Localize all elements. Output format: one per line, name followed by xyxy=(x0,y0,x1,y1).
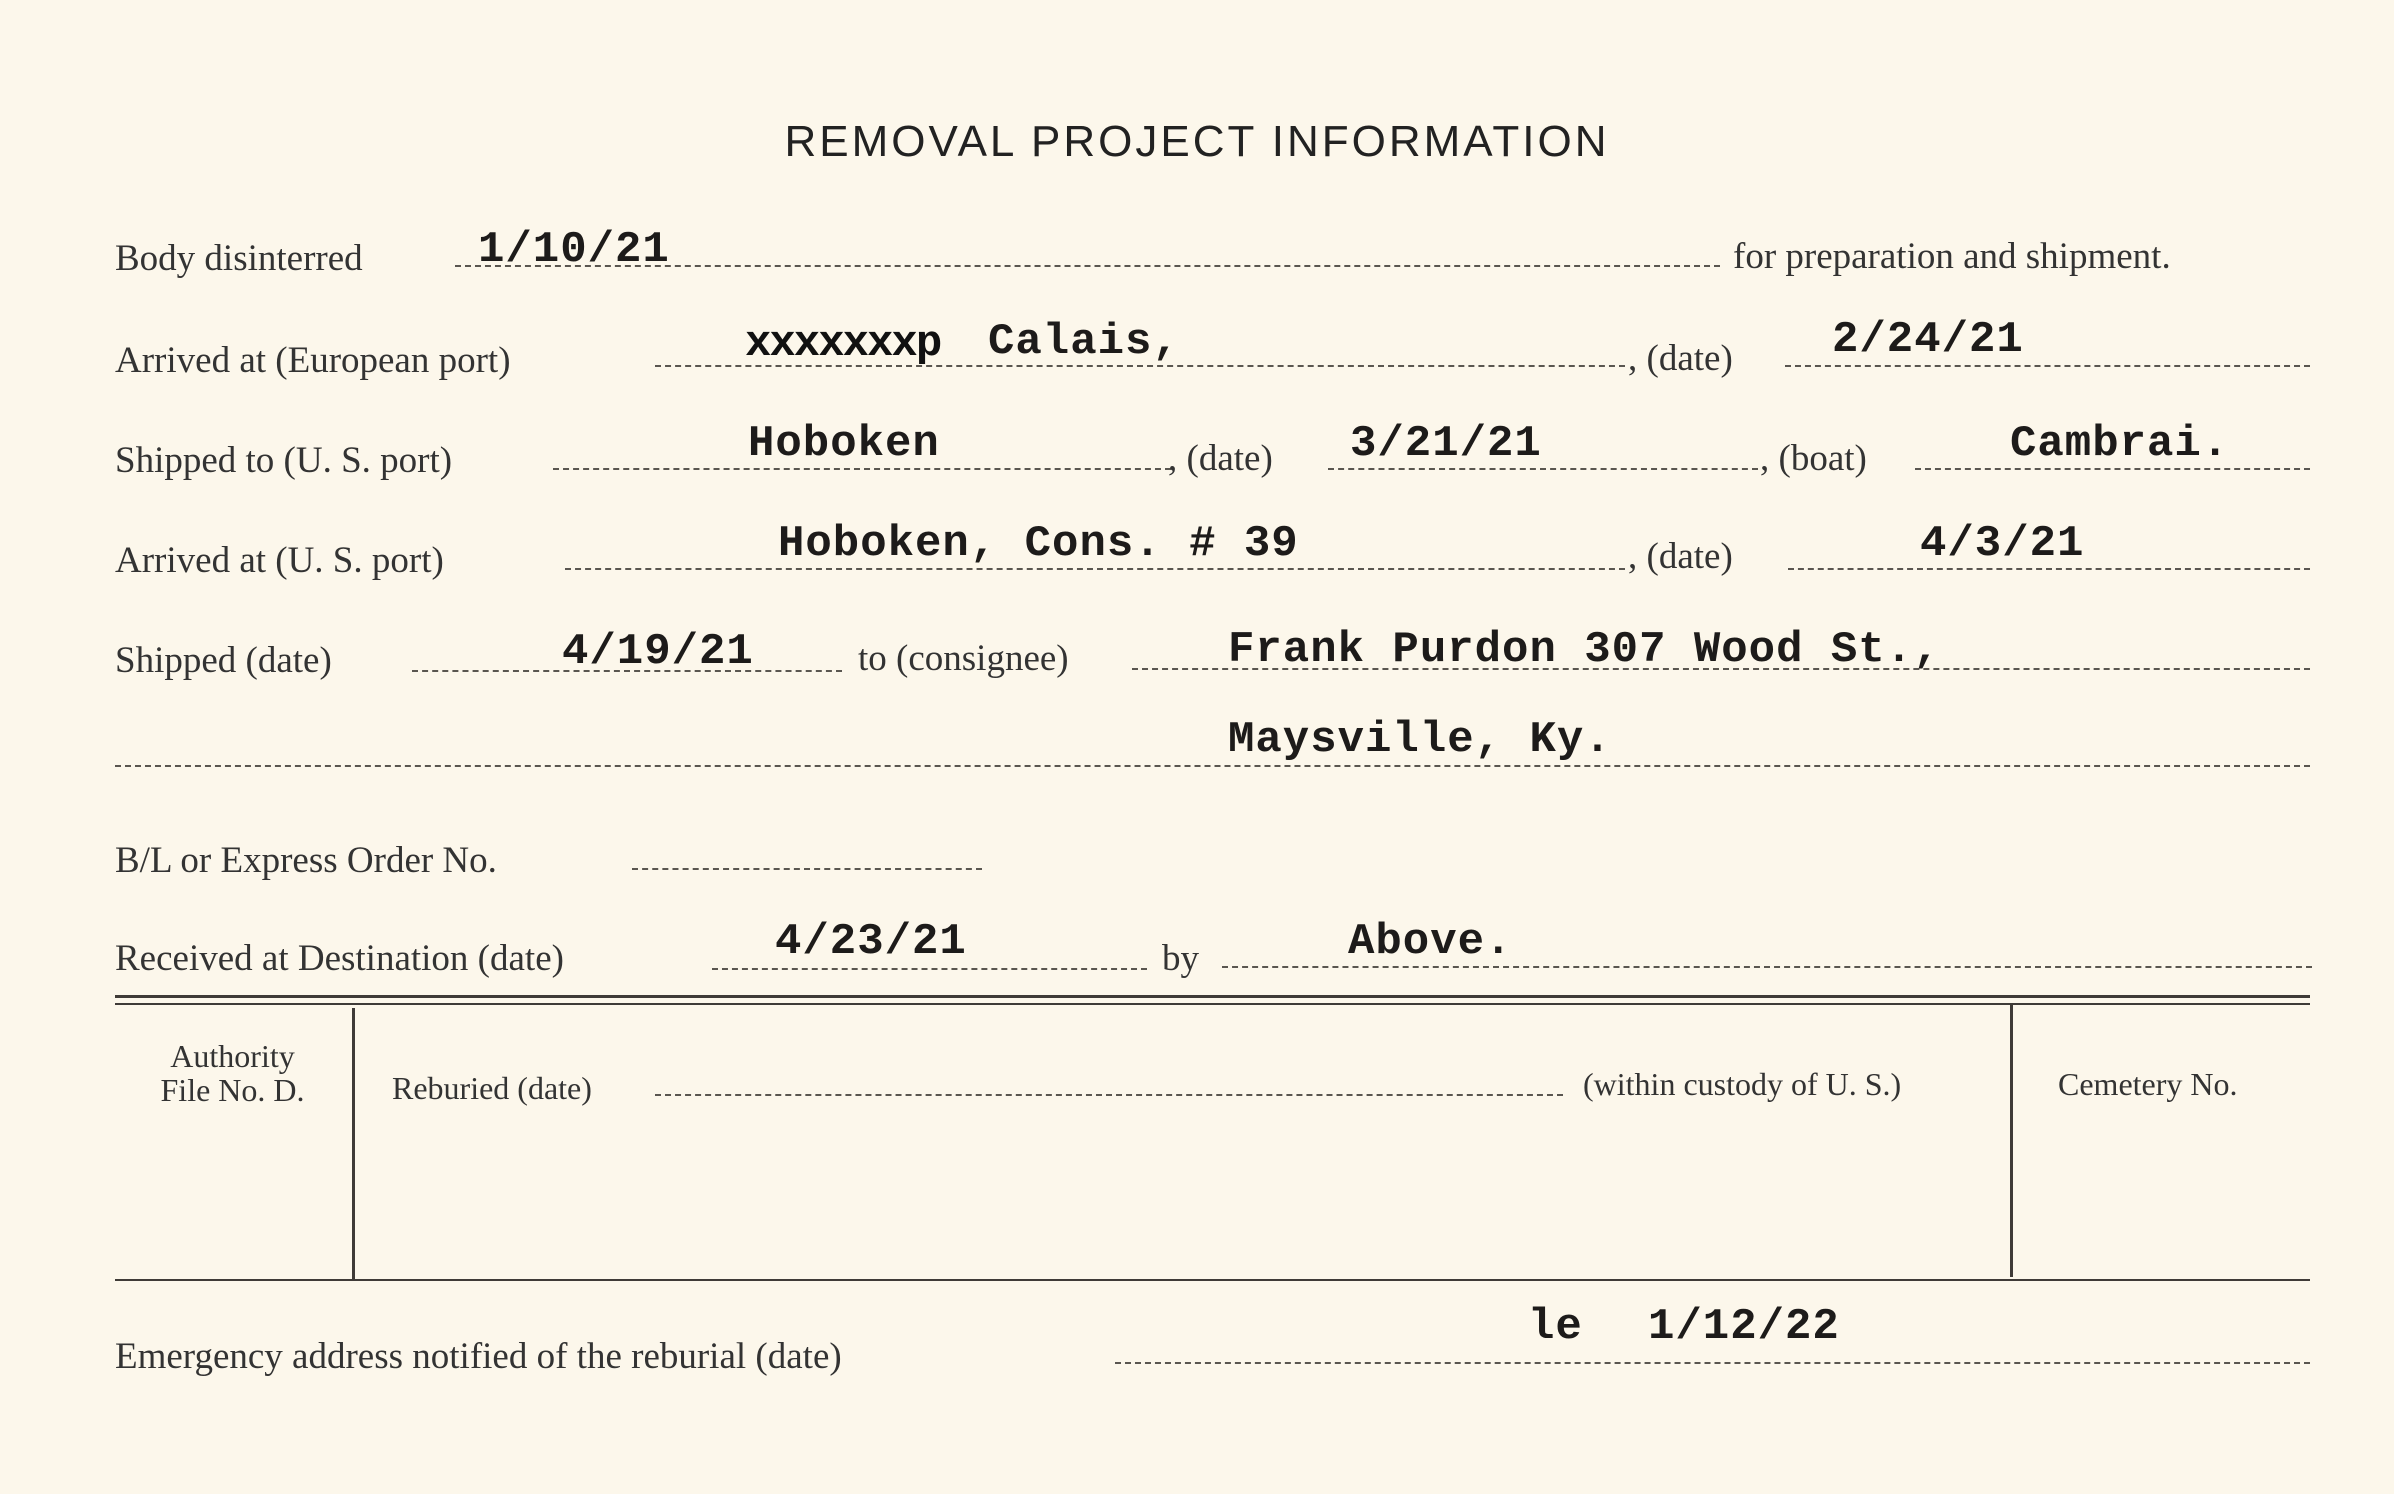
label-arrived-european: Arrived at (European port) xyxy=(115,340,511,381)
field-line-consignee-cont xyxy=(115,765,2310,767)
label-emergency: Emergency address notified of the reburial (date) xyxy=(115,1336,842,1377)
box-divider-right xyxy=(2010,1005,2013,1277)
value-european-port-struck: xxxxxxxp xyxy=(745,319,941,369)
field-line-emergency xyxy=(1115,1362,2310,1364)
label-boat: , (boat) xyxy=(1760,438,1867,479)
double-rule-bottom xyxy=(115,1003,2310,1005)
value-arrived-us-date: 4/3/21 xyxy=(1920,519,2085,569)
value-emergency-date: 1/12/22 xyxy=(1648,1302,1840,1352)
label-within-custody: (within custody of U. S.) xyxy=(1583,1066,1902,1102)
label-authority-line1: Authority xyxy=(170,1038,295,1074)
label-reburied: Reburied (date) xyxy=(392,1070,592,1106)
field-line-received-date xyxy=(712,968,1147,970)
label-arrived-us: Arrived at (U. S. port) xyxy=(115,540,444,581)
label-shipped-date-row: Shipped (date) xyxy=(115,640,332,681)
label-shipped-to-us: Shipped to (U. S. port) xyxy=(115,440,453,481)
value-received-date: 4/23/21 xyxy=(775,917,967,967)
double-rule-top xyxy=(115,995,2310,998)
value-boat: Cambrai. xyxy=(2010,419,2230,469)
label-shipped-date: , (date) xyxy=(1168,438,1273,479)
label-authority-line2: File No. D. xyxy=(160,1072,305,1108)
value-consignee-line1: Frank Purdon 307 Wood St., xyxy=(1228,625,1941,675)
value-european-port: Calais, xyxy=(988,317,1180,367)
value-consignee-date: 4/19/21 xyxy=(562,627,754,677)
label-to-consignee: to (consignee) xyxy=(858,638,1069,679)
label-european-date: , (date) xyxy=(1628,338,1733,379)
value-european-date: 2/24/21 xyxy=(1832,315,2024,365)
label-body-disinterred: Body disinterred xyxy=(115,238,363,279)
value-received-by: Above. xyxy=(1348,917,1513,967)
card-title: REMOVAL PROJECT INFORMATION xyxy=(784,117,1610,166)
value-shipped-date: 3/21/21 xyxy=(1350,419,1542,469)
value-consignee-line2: Maysville, Ky. xyxy=(1228,715,1612,765)
label-bl-order: B/L or Express Order No. xyxy=(115,840,497,881)
label-received-dest: Received at Destination (date) xyxy=(115,938,564,979)
value-us-port-shipped: Hoboken xyxy=(748,419,940,469)
label-for-preparation: for preparation and shipment. xyxy=(1733,236,2171,277)
field-line-european-date xyxy=(1785,365,2310,367)
box-bottom-rule xyxy=(115,1279,2310,1281)
value-us-port-arrived: Hoboken, Cons. # 39 xyxy=(778,519,1299,569)
label-cemetery-no: Cemetery No. xyxy=(2058,1066,2238,1102)
label-by: by xyxy=(1162,938,1199,979)
label-arrived-us-date: , (date) xyxy=(1628,536,1733,577)
box-divider-left xyxy=(352,1008,355,1280)
field-line-reburied xyxy=(655,1094,1563,1096)
value-emergency-initials: le xyxy=(1528,1302,1583,1352)
field-line-bl-order xyxy=(632,868,982,870)
value-disinterred-date: 1/10/21 xyxy=(478,225,670,275)
